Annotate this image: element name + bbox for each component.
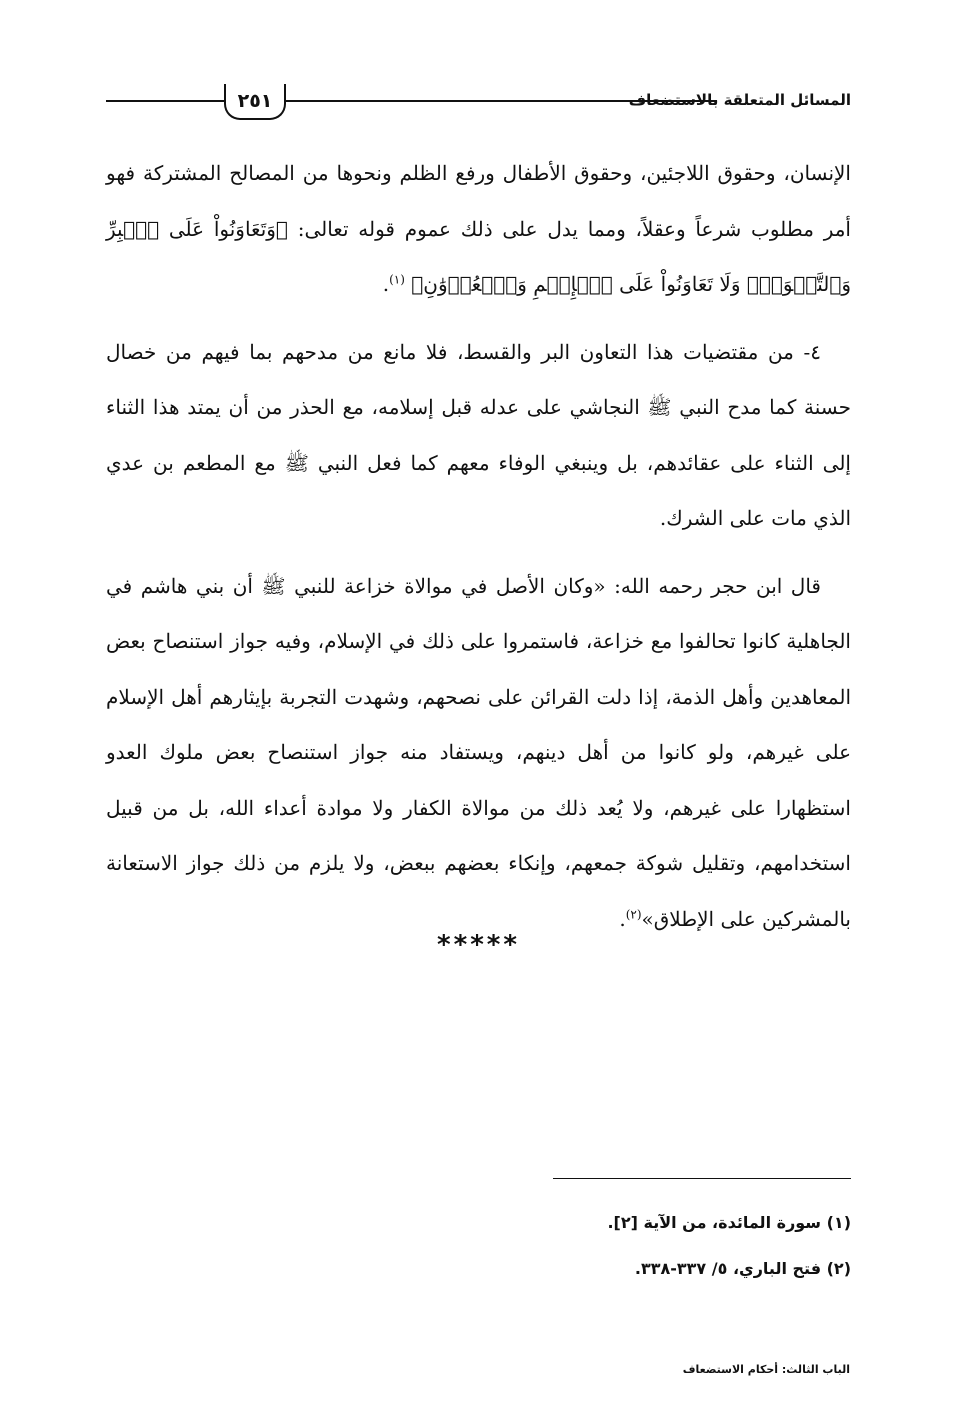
paragraph-1-text: الإنسان، وحقوق اللاجئين، وحقوق الأطفال ورفع الظلم ونحوها من المصالح المشتركة فهو أمر مطلوب شرعاً وعقلاً، ومما يدل على ذلك عموم قوله تعالى: ﴿وَتَعَاوَنُواْ عَلَى ٱلۡبِرِّ وَٱلتَّقۡوَىٰۖ وَلَا تَعَاوَنُواْ عَلَى ٱلۡإِثۡمِ وَٱلۡعُدۡوَٰنِ﴾ <box>106 161 851 296</box>
body-text <box>106 146 851 959</box>
header-rule-left <box>106 100 224 102</box>
paragraph-1-end: . <box>382 272 390 296</box>
footnotes <box>553 1200 851 1292</box>
footnote-2: (٢) فتح الباري، ٥/ ٣٣٧-٣٣٨. <box>634 1259 851 1278</box>
paragraph-3 <box>106 559 851 948</box>
paragraph-3-text: قال ابن حجر رحمه الله: «وكان الأصل في موالاة خزاعة للنبي ﷺ أن بني هاشم في الجاهلية كانوا تحالفوا مع خزاعة، فاستمروا على ذلك في الإسلام، وفيه جواز استنصاح بعض المعاهدين وأهل الذمة، إذا دلت القرائن على نصحهم، وشهدت التجربة بإيثارهم أهل الإسلام على غيرهم، ولو كانوا من أهل دينهم، ويستفاد منه جواز استنصاح بعض ملوك العدو استظهارا على غيرهم، ولا يُعد ذلك من موالاة الكفار ولا موادة أعداء الله، بل من قبيل استخدامهم، وتقليل شوكة جمعهم، وإنكاء بعضهم ببعض، ولا يلزم من ذلك جواز الاستعانة بالمشركين على الإطلاق» <box>106 573 851 931</box>
running-header <box>106 82 851 122</box>
page-number: ٢٥١ <box>224 84 286 120</box>
paragraph-1 <box>106 146 851 313</box>
footnote-ref-2[interactable]: (٢) <box>625 906 642 921</box>
running-footer: الباب الثالث: أحكام الاستضعاف <box>682 1363 850 1376</box>
footnote-1: (١) سورة المائدة، من الآية [٢]. <box>607 1213 851 1232</box>
paragraph-3-end: . <box>619 906 626 931</box>
paragraph-2: ٤- من مقتضيات هذا التعاون البر والقسط، فلا مانع من مدحهم بما فيهم من خصال حسنة كما مدح النبي ﷺ النجاشي على عدله قبل إسلامه، مع الحذر من أن يمتد هذا الثناء إلى الثناء على عقائدهم، بل وينبغي الوفاء معهم كما فعل النبي ﷺ مع المطعم بن عدي الذي مات على الشرك. <box>106 339 851 530</box>
section-separator: ***** <box>437 930 520 960</box>
chapter-title: المسائل المتعلقة بالاستضعاف <box>628 91 851 109</box>
footnote-ref-1[interactable]: (١) <box>389 272 405 287</box>
footnote-rule <box>553 1178 851 1179</box>
